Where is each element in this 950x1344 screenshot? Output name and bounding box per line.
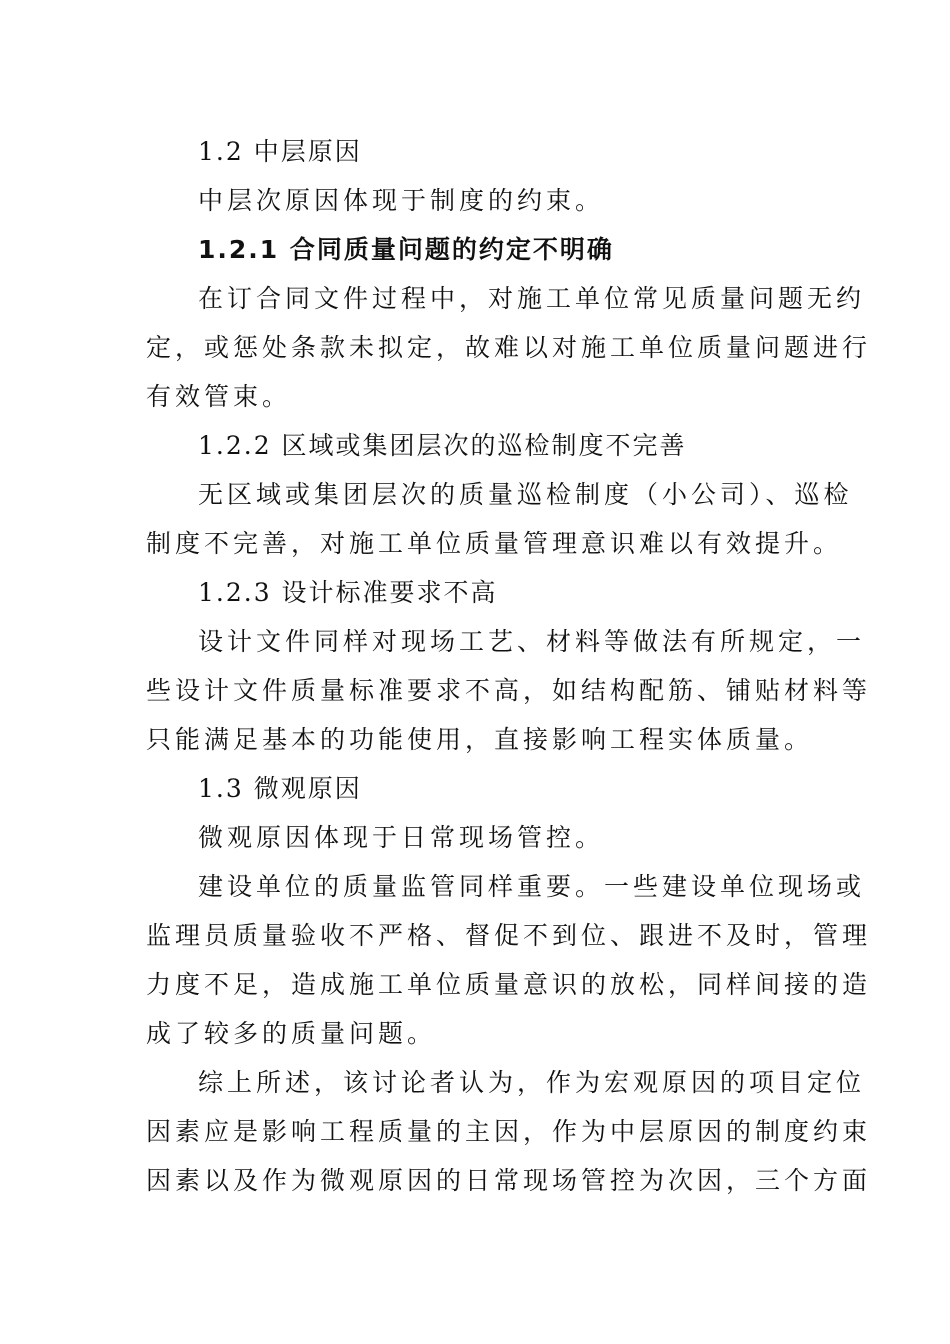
- paragraph-line: 建设单位的质量监管同样重要。一些建设单位现场或: [198, 872, 866, 901]
- paragraph: [146, 813, 806, 862]
- paragraph: [146, 274, 872, 421]
- paragraph-line: 综上所述，该讨论者认为，作为宏观原因的项目定位: [198, 1068, 866, 1097]
- section-heading: 1.2.2 区域或集团层次的巡检制度不完善: [198, 431, 687, 460]
- paragraph-line: 设计文件同样对现场工艺、材料等做法有所规定，一: [198, 627, 866, 656]
- paragraph-line: 监理员质量验收不严格、督促不到位、跟进不及时，管理: [146, 921, 872, 950]
- section-heading: 1.2.3 设计标准要求不高: [198, 578, 498, 607]
- paragraph-line: 在订合同文件过程中，对施工单位常见质量问题无约: [198, 284, 866, 313]
- section-heading: 1.2 中层原因: [198, 137, 362, 166]
- paragraph-line: 定，或惩处条款未拟定，故难以对施工单位质量问题进行: [146, 333, 872, 362]
- section-heading: 1.2.1 合同质量问题的约定不明确: [198, 235, 614, 264]
- paragraph-line: 制度不完善，对施工单位质量管理意识难以有效提升。: [146, 529, 843, 558]
- paragraph: [146, 470, 853, 568]
- paragraph-line: 只能满足基本的功能使用，直接影响工程实体质量。: [146, 725, 814, 754]
- paragraph: [146, 1058, 872, 1205]
- paragraph-line: 力度不足，造成施工单位质量意识的放松，同样间接的造: [146, 970, 872, 999]
- paragraph-line: 微观原因体现于日常现场管控。: [198, 823, 605, 852]
- paragraph: [146, 176, 806, 225]
- paragraph-line: 些设计文件质量标准要求不高，如结构配筋、铺贴材料等: [146, 676, 872, 705]
- paragraph-line: 中层次原因体现于制度的约束。: [198, 186, 605, 215]
- section-heading: 1.3 微观原因: [198, 774, 362, 803]
- paragraph: [146, 862, 872, 1058]
- document-body: [146, 127, 872, 1205]
- paragraph-line: 因素以及作为微观原因的日常现场管控为次因，三个方面: [146, 1166, 872, 1195]
- paragraph-line: 成了较多的质量问题。: [146, 1019, 437, 1048]
- paragraph: [146, 617, 872, 764]
- paragraph-line: 无区域或集团层次的质量巡检制度（小公司）、巡检: [198, 480, 853, 509]
- paragraph-line: 有效管束。: [146, 382, 292, 411]
- paragraph-line: 因素应是影响工程质量的主因，作为中层原因的制度约束: [146, 1117, 872, 1146]
